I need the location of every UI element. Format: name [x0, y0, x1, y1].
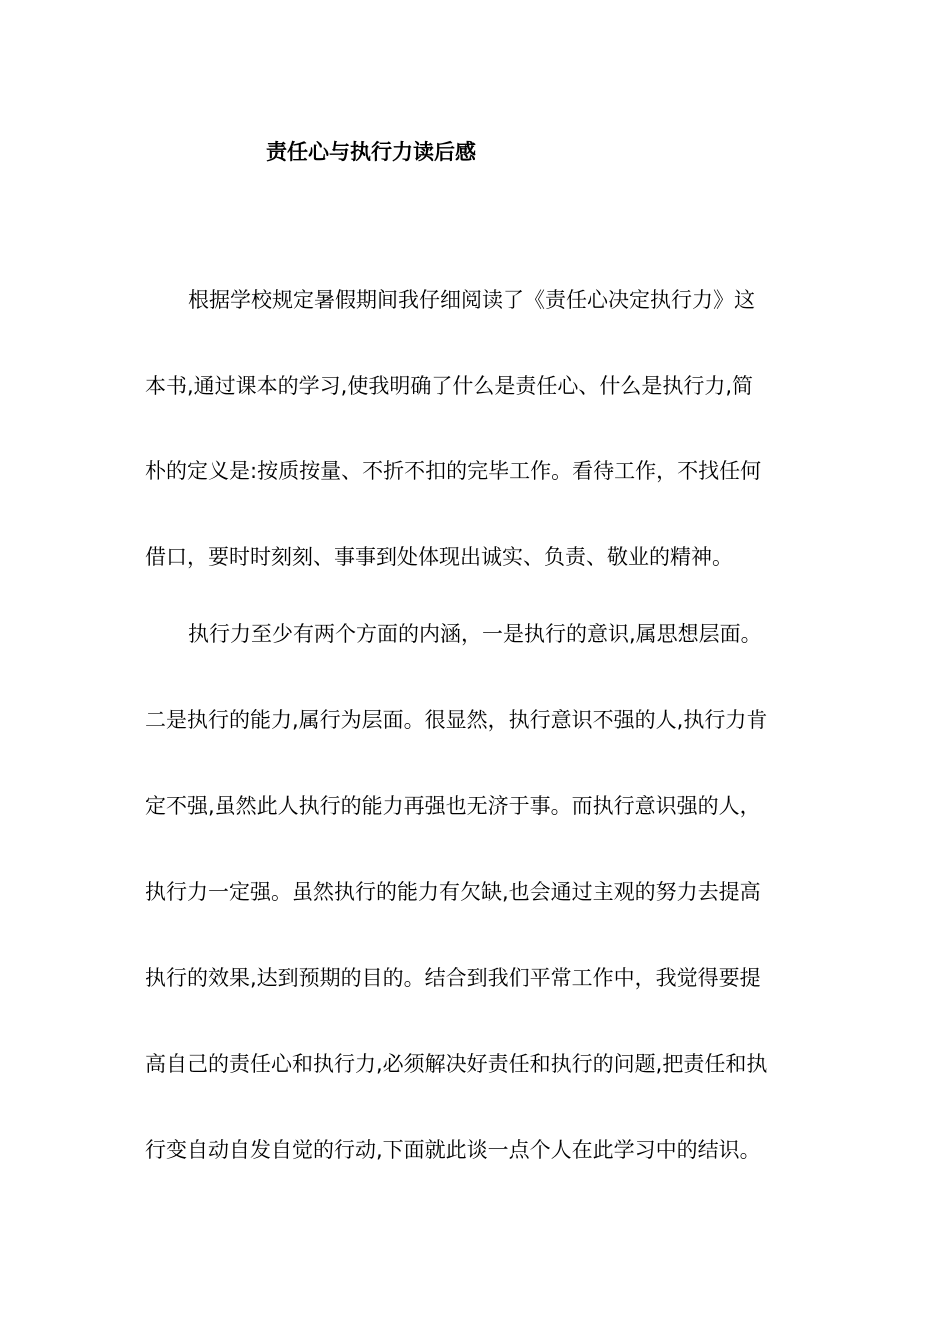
- paragraph-2-line-6: 高自己的责任心和执行力,必须解决好责任和执行的问题,把责任和执: [145, 1052, 768, 1076]
- paragraph-2-line-4: 执行力一定强。虽然执行的能力有欠缺,也会通过主观的努力去提高: [145, 880, 761, 904]
- paragraph-2-line-7: 行变自动自发自觉的行动,下面就此谈一点个人在此学习中的结识。: [145, 1138, 761, 1162]
- paragraph-2-line-1: 执行力至少有两个方面的内涵，一是执行的意识,属思想层面。: [188, 622, 762, 646]
- paragraph-2-line-5: 执行的效果,达到预期的目的。结合到我们平常工作中，我觉得要提: [145, 966, 761, 990]
- paragraph-1-line-2: 本书,通过课本的学习,使我明确了什么是责任心、什么是执行力,简: [145, 374, 754, 398]
- document-title: 责任心与执行力读后感: [266, 140, 476, 164]
- paragraph-1-line-1: 根据学校规定暑假期间我仔细阅读了《责任心决定执行力》这: [188, 288, 755, 312]
- paragraph-2-line-3: 定不强,虽然此人执行的能力再强也无济于事。而执行意识强的人，: [145, 794, 761, 818]
- paragraph-2-line-2: 二是执行的能力,属行为层面。很显然，执行意识不强的人,执行力肯: [145, 708, 768, 732]
- paragraph-1-line-4: 借口，要时时刻刻、事事到处体现出诚实、负责、敬业的精神。: [145, 545, 733, 569]
- paragraph-1-line-3: 朴的定义是:按质按量、不折不扣的完毕工作。看待工作，不找任何: [145, 459, 762, 483]
